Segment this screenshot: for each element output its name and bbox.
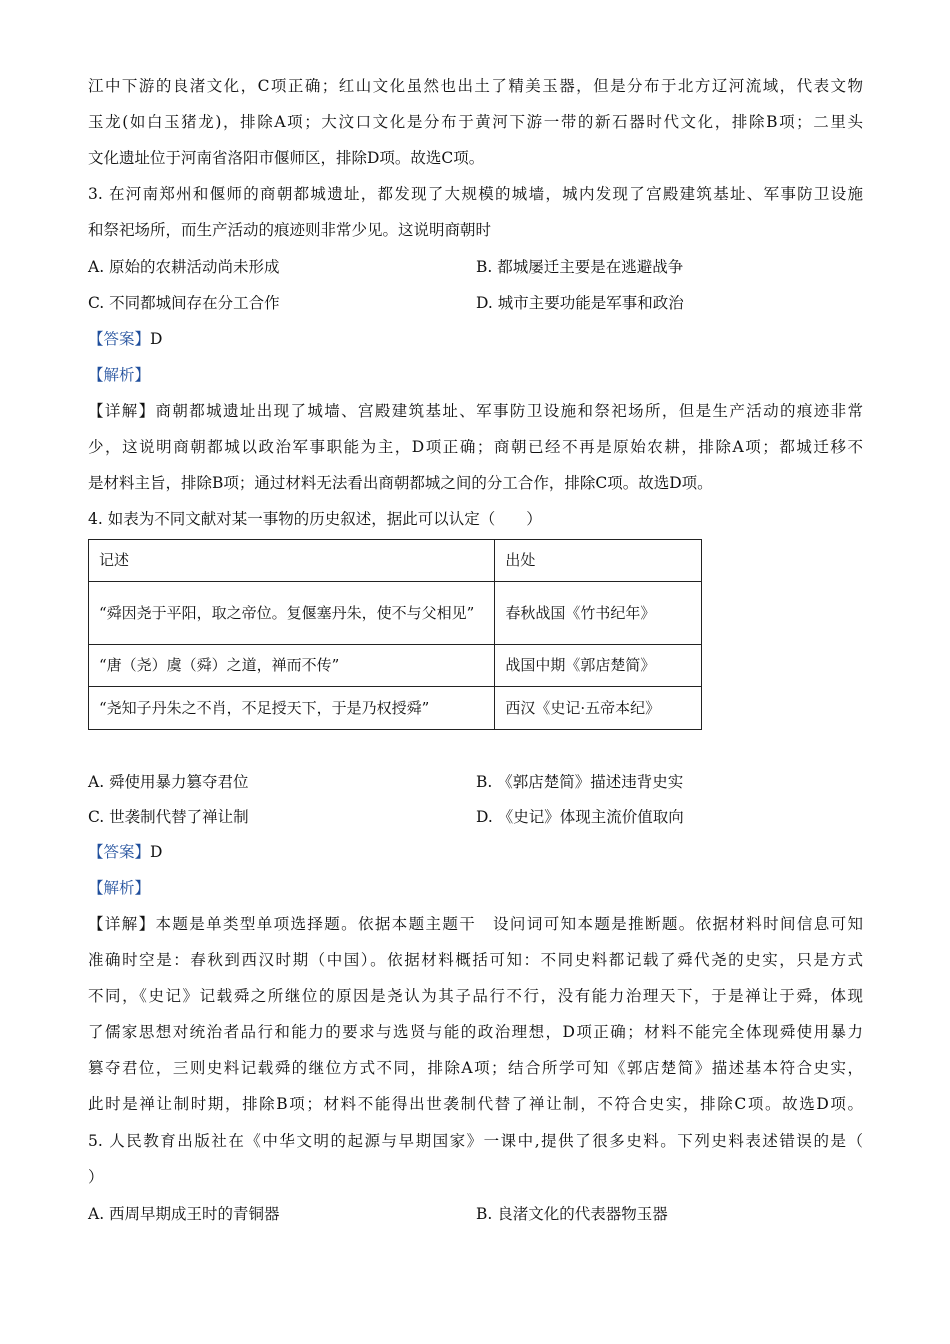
q3-answer — [88, 327, 863, 349]
table-row — [89, 645, 702, 687]
q4-detail-line-6: 此时是禅让制时期，排除B项；材料不能得出世袭制代替了禅让制，不符合史实，排除C项。故选D项。 — [88, 1095, 863, 1113]
q3-detail-line-1 — [88, 399, 863, 421]
table-cell-record: “舜因尧于平阳，取之帝位。复偃塞丹朱，使不与父相见” — [89, 582, 495, 645]
q5-option-a: A. 西周早期成王时的青铜器 — [88, 1205, 280, 1223]
q4-stem: 4. 如表为不同文献对某一事物的历史叙述，据此可以认定（ ） — [88, 510, 542, 528]
q5-stem-line-2: ） — [88, 1168, 104, 1186]
q4-answer-tag: 【答案】 — [88, 843, 151, 861]
q3-option-a: A. 原始的农耕活动尚未形成 — [88, 258, 280, 276]
q4-source-table — [88, 539, 702, 730]
table-cell-source: 战国中期《郭店楚简》 — [495, 645, 702, 687]
q4-detail-text-1: 本题是单类型单项选择题。依据本题主题干 设问词可知本题是推断题。依据材料时间信息可知 — [155, 915, 863, 933]
q4-detail-line-3: 不同，《史记》记载舜之所继位的原因是尧认为其子品行不行，没有能力治理天下，于是禅让于舜，体现 — [88, 987, 863, 1005]
table-row — [89, 582, 702, 645]
q4-answer — [88, 840, 863, 862]
q4-option-d: D. 《史记》体现主流价值取向 — [476, 808, 684, 826]
q3-answer-value: D — [150, 330, 163, 348]
q3-detail-line-2: 少，这说明商朝都城以政治军事职能为主，D项正确；商朝已经不再是原始农耕，排除A项；都城迁移不 — [88, 438, 863, 456]
q4-detail-line-1 — [88, 912, 863, 934]
q3-option-d: D. 城市主要功能是军事和政治 — [476, 294, 684, 312]
q4-option-a: A. 舜使用暴力篡夺君位 — [88, 773, 249, 791]
q3-answer-tag: 【答案】 — [88, 330, 151, 348]
q3-stem-line-1: 3. 在河南郑州和偃师的商朝都城遗址，都发现了大规模的城墙，城内发现了宫殿建筑基址、军事防卫设施 — [88, 185, 863, 203]
q3-stem-line-2: 和祭祀场所，而生产活动的痕迹则非常少见。这说明商朝时 — [88, 221, 492, 239]
q5-option-b: B. 良渚文化的代表器物玉器 — [476, 1205, 668, 1223]
intro-line-3: 文化遗址位于河南省洛阳市偃师区，排除D项。故选C项。 — [88, 149, 485, 167]
q3-detail-tag: 【详解】 — [88, 402, 156, 420]
table-cell-record: “尧知子丹朱之不肖，不足授天下，于是乃权授舜” — [89, 687, 495, 730]
table-header-row — [89, 540, 702, 582]
table-cell-source: 春秋战国《竹书纪年》 — [495, 582, 702, 645]
table-header-source: 出处 — [495, 540, 702, 582]
intro-line-1: 江中下游的良渚文化，C项正确；红山文化虽然也出土了精美玉器，但是分布于北方辽河流域，代表文物 — [88, 77, 863, 95]
table-cell-record: “唐（尧）虞（舜）之道，禅而不传” — [89, 645, 495, 687]
q4-analysis-tag: 【解析】 — [88, 879, 151, 897]
q3-option-b: B. 都城屡迁主要是在逃避战争 — [476, 258, 684, 276]
table-row — [89, 687, 702, 730]
q3-option-c: C. 不同都城间存在分工合作 — [88, 294, 280, 312]
q4-option-c: C. 世袭制代替了禅让制 — [88, 808, 249, 826]
q4-detail-line-4: 了儒家思想对统治者品行和能力的要求与选贤与能的政治理想，D项正确；材料不能完全体现舜使用暴力 — [88, 1023, 863, 1041]
q4-detail-tag: 【详解】 — [88, 915, 156, 933]
q3-detail-line-3: 是材料主旨，排除B项；通过材料无法看出商朝都城之间的分工合作，排除C项。故选D项。 — [88, 474, 713, 492]
table-header-record: 记述 — [89, 540, 495, 582]
q5-stem-line-1: 5. 人民教育出版社在《中华文明的起源与早期国家》一课中,提供了很多史料。下列史料表述错误的是（ — [88, 1132, 863, 1150]
q4-answer-value: D — [150, 843, 163, 861]
q3-detail-text-1: 商朝都城遗址出现了城墙、宫殿建筑基址、军事防卫设施和祭祀场所，但是生产活动的痕迹非常 — [155, 402, 863, 420]
table-cell-source: 西汉《史记·五帝本纪》 — [495, 687, 702, 730]
q4-detail-line-2: 准确时空是：春秋到西汉时期（中国）。依据材料概括可知：不同史料都记载了舜代尧的史实，只是方式 — [88, 951, 863, 969]
q3-analysis-tag: 【解析】 — [88, 366, 151, 384]
intro-line-2: 玉龙(如白玉猪龙)，排除A项；大汶口文化是分布于黄河下游一带的新石器时代文化，排除B项；二里头 — [88, 113, 863, 131]
q4-option-b: B. 《郭店楚简》描述违背史实 — [476, 773, 684, 791]
q4-detail-line-5: 篡夺君位，三则史料记载舜的继位方式不同，排除A项；结合所学可知《郭店楚简》描述基本符合史实， — [88, 1059, 863, 1077]
